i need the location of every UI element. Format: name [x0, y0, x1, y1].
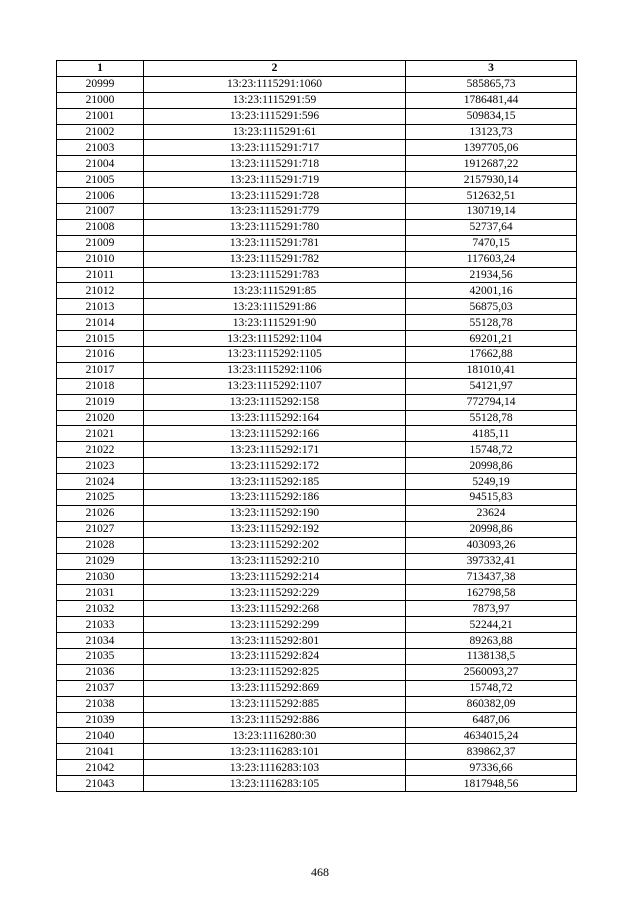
row-index-cell: 21014 [57, 315, 144, 331]
row-index-cell: 21034 [57, 633, 144, 649]
row-index-cell: 21026 [57, 505, 144, 521]
table-row [57, 537, 577, 553]
header-row [57, 61, 577, 77]
row-index-cell: 21016 [57, 347, 144, 363]
value-cell: 94515,83 [406, 490, 577, 506]
cadastral-number-cell: 13:23:1115292:268 [144, 601, 406, 617]
cadastral-number-cell: 13:23:1115292:164 [144, 410, 406, 426]
cadastral-number-cell: 13:23:1115292:229 [144, 585, 406, 601]
row-index-cell: 21036 [57, 664, 144, 680]
column-header-3: 3 [406, 61, 577, 77]
table-row [57, 140, 577, 156]
table-row [57, 760, 577, 776]
cadastral-number-cell: 13:23:1116283:101 [144, 744, 406, 760]
row-index-cell: 21019 [57, 394, 144, 410]
table-row [57, 362, 577, 378]
table-row [57, 442, 577, 458]
value-cell: 1786481,44 [406, 92, 577, 108]
row-index-cell: 21035 [57, 648, 144, 664]
cadastral-number-cell: 13:23:1116280:30 [144, 728, 406, 744]
table-row [57, 728, 577, 744]
value-cell: 1397705,06 [406, 140, 577, 156]
cadastral-number-cell: 13:23:1115292:171 [144, 442, 406, 458]
cadastral-number-cell: 13:23:1115292:1105 [144, 347, 406, 363]
row-index-cell: 21039 [57, 712, 144, 728]
table-row [57, 776, 577, 792]
row-index-cell: 21003 [57, 140, 144, 156]
row-index-cell: 21023 [57, 458, 144, 474]
value-cell: 1817948,56 [406, 776, 577, 792]
table-row [57, 505, 577, 521]
table-row [57, 521, 577, 537]
table-row [57, 569, 577, 585]
table-row [57, 394, 577, 410]
cadastral-number-cell: 13:23:1115292:1104 [144, 331, 406, 347]
cadastral-number-cell: 13:23:1115292:1106 [144, 362, 406, 378]
cadastral-number-cell: 13:23:1115291:780 [144, 219, 406, 235]
cadastral-number-cell: 13:23:1115291:781 [144, 235, 406, 251]
cadastral-number-cell: 13:23:1115291:90 [144, 315, 406, 331]
row-index-cell: 21030 [57, 569, 144, 585]
value-cell: 772794,14 [406, 394, 577, 410]
value-cell: 5249,19 [406, 474, 577, 490]
table-row [57, 124, 577, 140]
cadastral-number-cell: 13:23:1115291:86 [144, 299, 406, 315]
table-row [57, 204, 577, 220]
value-cell: 181010,41 [406, 362, 577, 378]
cadastral-number-cell: 13:23:1115292:1107 [144, 378, 406, 394]
page-number: 468 [311, 865, 329, 879]
row-index-cell: 21010 [57, 251, 144, 267]
value-cell: 17662,88 [406, 347, 577, 363]
value-cell: 15748,72 [406, 680, 577, 696]
table-row [57, 633, 577, 649]
cadastral-number-cell: 13:23:1115291:779 [144, 204, 406, 220]
value-cell: 15748,72 [406, 442, 577, 458]
table-row [57, 648, 577, 664]
row-index-cell: 21025 [57, 490, 144, 506]
cadastral-number-cell: 13:23:1115291:596 [144, 108, 406, 124]
row-index-cell: 21007 [57, 204, 144, 220]
value-cell: 839862,37 [406, 744, 577, 760]
value-cell: 97336,66 [406, 760, 577, 776]
cadastral-number-cell: 13:23:1115292:801 [144, 633, 406, 649]
table-row [57, 458, 577, 474]
cadastral-number-cell: 13:23:1115292:158 [144, 394, 406, 410]
table-row [57, 347, 577, 363]
table-row [57, 696, 577, 712]
row-index-cell: 21004 [57, 156, 144, 172]
cadastral-number-cell: 13:23:1115292:885 [144, 696, 406, 712]
row-index-cell: 21015 [57, 331, 144, 347]
value-cell: 20998,86 [406, 521, 577, 537]
value-cell: 117603,24 [406, 251, 577, 267]
value-cell: 13123,73 [406, 124, 577, 140]
value-cell: 55128,78 [406, 315, 577, 331]
table-row [57, 585, 577, 601]
row-index-cell: 21024 [57, 474, 144, 490]
table-row [57, 553, 577, 569]
table-row [57, 601, 577, 617]
value-cell: 23624 [406, 505, 577, 521]
table-row [57, 474, 577, 490]
cadastral-number-cell: 13:23:1115291:59 [144, 92, 406, 108]
value-cell: 512632,51 [406, 188, 577, 204]
value-cell: 2560093,27 [406, 664, 577, 680]
value-cell: 860382,09 [406, 696, 577, 712]
row-index-cell: 21022 [57, 442, 144, 458]
table-row [57, 664, 577, 680]
row-index-cell: 21031 [57, 585, 144, 601]
cadastral-number-cell: 13:23:1116283:105 [144, 776, 406, 792]
cadastral-number-cell: 13:23:1115291:782 [144, 251, 406, 267]
value-cell: 585865,73 [406, 76, 577, 92]
table-row [57, 410, 577, 426]
table-row [57, 219, 577, 235]
table-row [57, 92, 577, 108]
value-cell: 397332,41 [406, 553, 577, 569]
value-cell: 4185,11 [406, 426, 577, 442]
value-cell: 54121,97 [406, 378, 577, 394]
row-index-cell: 21013 [57, 299, 144, 315]
table-row [57, 712, 577, 728]
cadastral-number-cell: 13:23:1115291:61 [144, 124, 406, 140]
row-index-cell: 21018 [57, 378, 144, 394]
cadastral-number-cell: 13:23:1115292:210 [144, 553, 406, 569]
row-index-cell: 21011 [57, 267, 144, 283]
cadastral-number-cell: 13:23:1115292:299 [144, 617, 406, 633]
value-cell: 7470,15 [406, 235, 577, 251]
table-row [57, 267, 577, 283]
table-row [57, 156, 577, 172]
cadastral-number-cell: 13:23:1115292:172 [144, 458, 406, 474]
value-cell: 7873,97 [406, 601, 577, 617]
cadastral-number-cell: 13:23:1115291:718 [144, 156, 406, 172]
value-cell: 713437,38 [406, 569, 577, 585]
value-cell: 6487,06 [406, 712, 577, 728]
cadastral-number-cell: 13:23:1115291:717 [144, 140, 406, 156]
row-index-cell: 21032 [57, 601, 144, 617]
column-header-2: 2 [144, 61, 406, 77]
cadastral-number-cell: 13:23:1115292:824 [144, 648, 406, 664]
row-index-cell: 21012 [57, 283, 144, 299]
column-header-1: 1 [57, 61, 144, 77]
table-row [57, 188, 577, 204]
table-row [57, 283, 577, 299]
cadastral-number-cell: 13:23:1115292:185 [144, 474, 406, 490]
value-cell: 162798,58 [406, 585, 577, 601]
table-row [57, 378, 577, 394]
row-index-cell: 21028 [57, 537, 144, 553]
value-cell: 403093,26 [406, 537, 577, 553]
table-body [57, 76, 577, 791]
table-row [57, 617, 577, 633]
value-cell: 56875,03 [406, 299, 577, 315]
value-cell: 69201,21 [406, 331, 577, 347]
value-cell: 2157930,14 [406, 172, 577, 188]
row-index-cell: 21008 [57, 219, 144, 235]
table-row [57, 172, 577, 188]
cadastral-number-cell: 13:23:1115292:869 [144, 680, 406, 696]
table-row [57, 315, 577, 331]
row-index-cell: 21006 [57, 188, 144, 204]
table-row [57, 299, 577, 315]
row-index-cell: 21037 [57, 680, 144, 696]
row-index-cell: 21000 [57, 92, 144, 108]
value-cell: 89263,88 [406, 633, 577, 649]
cadastral-number-cell: 13:23:1115291:728 [144, 188, 406, 204]
value-cell: 509834,15 [406, 108, 577, 124]
row-index-cell: 21042 [57, 760, 144, 776]
cadastral-number-cell: 13:23:1115292:192 [144, 521, 406, 537]
value-cell: 52244,21 [406, 617, 577, 633]
row-index-cell: 21038 [57, 696, 144, 712]
row-index-cell: 21009 [57, 235, 144, 251]
row-index-cell: 21027 [57, 521, 144, 537]
cadastral-number-cell: 13:23:1115291:719 [144, 172, 406, 188]
cadastral-number-cell: 13:23:1115292:190 [144, 505, 406, 521]
value-cell: 4634015,24 [406, 728, 577, 744]
row-index-cell: 20999 [57, 76, 144, 92]
row-index-cell: 21005 [57, 172, 144, 188]
cadastral-number-cell: 13:23:1115292:202 [144, 537, 406, 553]
table-row [57, 680, 577, 696]
row-index-cell: 21033 [57, 617, 144, 633]
cadastral-number-cell: 13:23:1115291:85 [144, 283, 406, 299]
cadastral-number-cell: 13:23:1115292:166 [144, 426, 406, 442]
cadastral-number-cell: 13:23:1115292:214 [144, 569, 406, 585]
cadastral-number-cell: 13:23:1115292:886 [144, 712, 406, 728]
table-row [57, 235, 577, 251]
value-cell: 130719,14 [406, 204, 577, 220]
cadastral-number-cell: 13:23:1115291:1060 [144, 76, 406, 92]
table-row [57, 331, 577, 347]
table-row [57, 251, 577, 267]
table-row [57, 744, 577, 760]
row-index-cell: 21001 [57, 108, 144, 124]
row-index-cell: 21002 [57, 124, 144, 140]
cadastral-number-cell: 13:23:1116283:103 [144, 760, 406, 776]
table-row [57, 426, 577, 442]
value-cell: 55128,78 [406, 410, 577, 426]
row-index-cell: 21029 [57, 553, 144, 569]
cadastral-number-cell: 13:23:1115291:783 [144, 267, 406, 283]
table-row [57, 76, 577, 92]
value-cell: 1912687,22 [406, 156, 577, 172]
row-index-cell: 21040 [57, 728, 144, 744]
cadastral-number-cell: 13:23:1115292:186 [144, 490, 406, 506]
table-row [57, 490, 577, 506]
cadastral-number-cell: 13:23:1115292:825 [144, 664, 406, 680]
row-index-cell: 21041 [57, 744, 144, 760]
value-cell: 52737,64 [406, 219, 577, 235]
value-cell: 20998,86 [406, 458, 577, 474]
data-table [56, 60, 577, 792]
table-row [57, 108, 577, 124]
value-cell: 42001,16 [406, 283, 577, 299]
value-cell: 21934,56 [406, 267, 577, 283]
row-index-cell: 21017 [57, 362, 144, 378]
value-cell: 1138138,5 [406, 648, 577, 664]
row-index-cell: 21043 [57, 776, 144, 792]
row-index-cell: 21021 [57, 426, 144, 442]
row-index-cell: 21020 [57, 410, 144, 426]
table-header [57, 61, 577, 77]
